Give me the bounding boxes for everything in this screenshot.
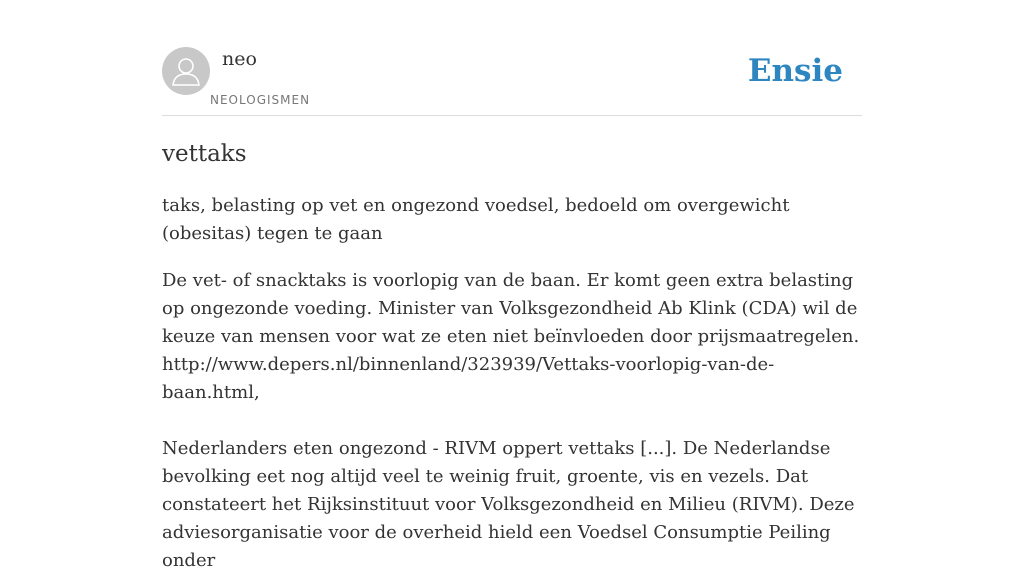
category-label[interactable]: NEOLOGISMEN [210,93,311,107]
author-username-link[interactable]: neo [222,48,257,70]
entry-term: vettaks [162,141,247,167]
avatar[interactable] [162,47,210,95]
entry-definition: taks, belasting op vet en ongezond voedsel, bedoeld om overgewicht (obesitas) tegen te gaan [162,195,790,244]
site-logo[interactable]: Ensie [747,53,843,89]
user-silhouette-icon [162,47,210,95]
entry-example: De vet- of snacktaks is voorlopig van de baan. Er komt geen extra belasting op ongezonde voeding. Minister van Volksgezondheid Ab Klink (CDA) wil de keuze van mensen voor wat ze eten niet beïnvloeden door prijsmaatregelen. http://www.depers.nl/binnenland/323939/Vettaks-voorlopig-van-de-baan.html, Nederlanders eten ongezond - RIVM oppert vettaks [...]. De Nederlandse bevolking eet nog altijd veel te weinig fruit, groente, vis en vezels. Dat constateert het Rijksinstituut voor Volksgezondheid en Milieu (RIVM). Deze adviesorganisatie voor de overheid hield een Voedsel Consumptie Peiling onder [162,270,860,571]
entry-header [162,47,862,116]
